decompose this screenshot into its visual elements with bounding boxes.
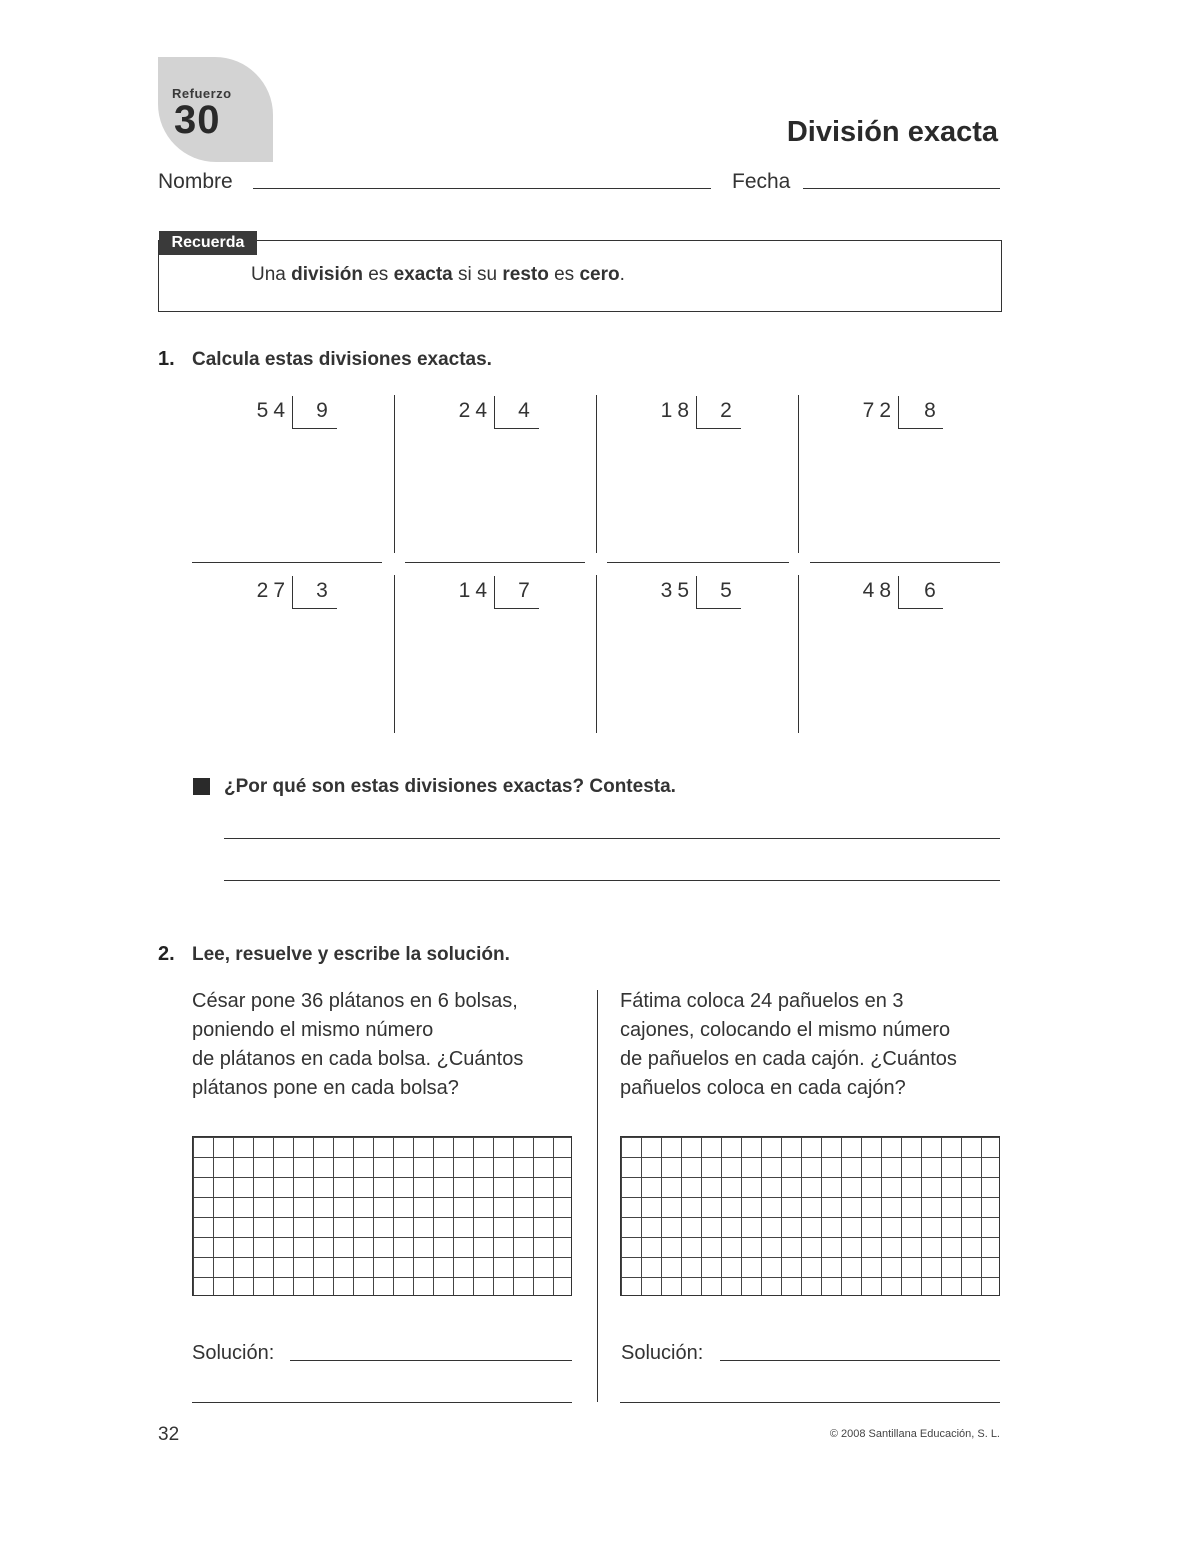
division-divisor: 3	[316, 579, 328, 602]
grid-divider	[798, 575, 799, 733]
division-dividend: 48	[862, 579, 896, 602]
exercise-2-instruction: Lee, resuelve y escribe la solución.	[192, 944, 510, 965]
grid-divider	[798, 395, 799, 553]
work-grid[interactable]	[192, 1136, 572, 1296]
division-dividend: 35	[660, 579, 694, 602]
square-bullet-icon	[193, 778, 210, 795]
solution-line[interactable]	[720, 1360, 1000, 1361]
solution-line[interactable]	[620, 1402, 1000, 1403]
lesson-number: 30	[174, 98, 221, 142]
grid-row-divider	[607, 562, 789, 563]
grid-row-divider	[810, 562, 1000, 563]
exercise-1-number: 1.	[158, 348, 175, 370]
exercise-1-instruction: Calcula estas divisiones exactas.	[192, 349, 492, 370]
work-grid[interactable]	[620, 1136, 1000, 1296]
name-field[interactable]	[253, 188, 711, 189]
division-dividend: 27	[256, 579, 290, 602]
name-label: Nombre	[158, 170, 233, 193]
answer-line[interactable]	[224, 838, 1000, 839]
grid-row-divider	[192, 562, 382, 563]
problem-divider	[597, 990, 598, 1402]
division-divisor: 7	[518, 579, 530, 602]
grid-divider	[596, 395, 597, 553]
grid-row-divider	[405, 562, 585, 563]
solution-line[interactable]	[192, 1402, 572, 1403]
solution-label: Solución:	[621, 1342, 704, 1364]
solution-line[interactable]	[290, 1360, 572, 1361]
grid-divider	[596, 575, 597, 733]
date-label: Fecha	[732, 170, 791, 193]
division-dividend: 14	[458, 579, 492, 602]
division-dividend: 54	[256, 399, 290, 422]
grid-divider	[394, 395, 395, 553]
grid-divider	[394, 575, 395, 733]
exercise-2-number: 2.	[158, 943, 175, 965]
recuerda-tag: Recuerda	[159, 231, 257, 255]
problem-text: Fátima coloca 24 pañuelos en 3 cajones, colocando el mismo número de pañuelos en cada cajón. ¿Cuántos pañuelos coloca en cada cajón?	[620, 990, 957, 1099]
problem-text: César pone 36 plátanos en 6 bolsas, poniendo el mismo número de plátanos en cada bolsa. ¿Cuántos plátanos pone en cada bolsa?	[192, 990, 524, 1099]
division-divisor: 9	[316, 399, 328, 422]
division-divisor: 5	[720, 579, 732, 602]
answer-line[interactable]	[224, 880, 1000, 881]
division-dividend: 72	[862, 399, 896, 422]
date-field[interactable]	[803, 188, 1000, 189]
division-divisor: 8	[924, 399, 936, 422]
page-title: División exacta	[786, 116, 998, 148]
recuerda-text: Una división es exacta si su resto es cero.	[251, 264, 625, 285]
exercise-1-question: ¿Por qué son estas divisiones exactas? Contesta.	[224, 776, 676, 797]
division-dividend: 24	[458, 399, 492, 422]
division-divisor: 6	[924, 579, 936, 602]
division-divisor: 2	[720, 399, 732, 422]
page-number: 32	[158, 1424, 180, 1445]
division-divisor: 4	[518, 399, 530, 422]
lesson-tab-label: Refuerzo	[172, 86, 232, 101]
solution-label: Solución:	[192, 1342, 275, 1364]
division-dividend: 18	[660, 399, 694, 422]
copyright: © 2008 Santillana Educación, S. L.	[829, 1428, 1000, 1440]
